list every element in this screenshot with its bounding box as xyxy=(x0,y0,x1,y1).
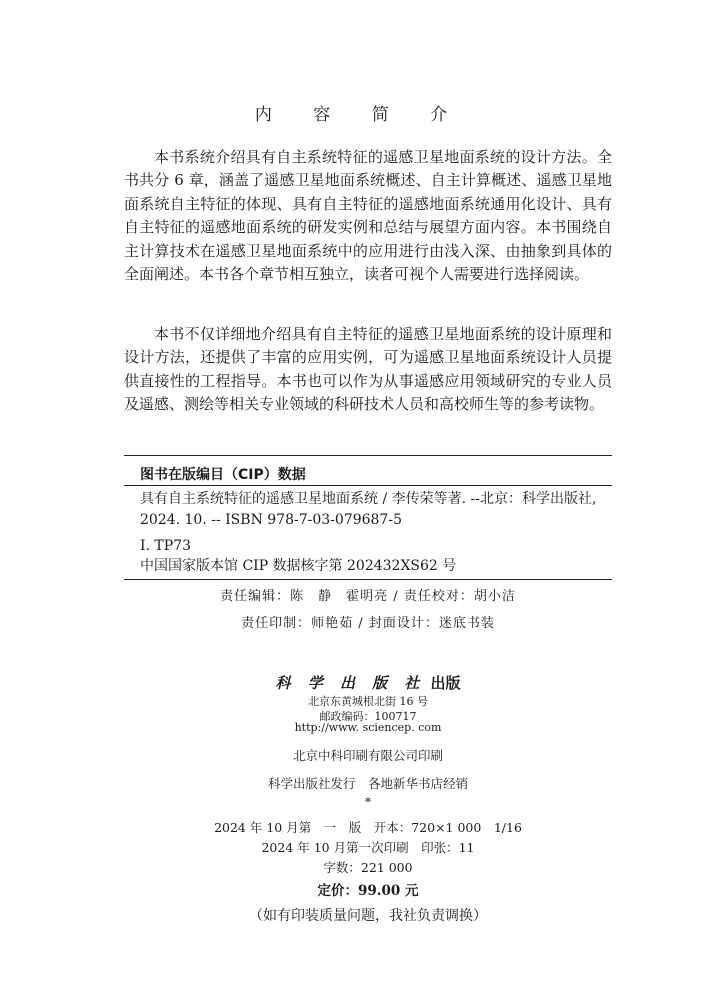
publisher-address: 北京东黄城根北街 16 号 xyxy=(308,695,428,708)
cip-heading: 图书在版编目（CIP）数据 xyxy=(140,467,306,483)
cip-heading-rule xyxy=(124,485,612,486)
cip-classification: Ⅰ. TP73 xyxy=(140,538,192,554)
editor-credits: 责任编辑：陈 静 霍明亮 / 责任校对：胡小洁 xyxy=(220,589,516,604)
publisher-logo: 科 学 出 版 社 xyxy=(275,674,426,692)
price: 定价：99.00 元 xyxy=(317,883,419,899)
intro-paragraph-1: 本书系统介绍具有自主系统特征的遥感卫星地面系统的设计方法。全书共分 6 章，涵盖了遥感卫星地面系统概述、自主计算概述、遥感卫星地面系统自主特征的体现、具有自主特征的遥感地面系统通用化设计、具有自主特征的遥感地面系统的研发实例和总结与展望方面内容。本书围绕自主计算技术在遥感卫星地面系统中的应用进行由浅入深、由抽象到具体的全面阐述。本书各个章节相互独立，读者可视个人需要进行选择阅读。 xyxy=(124,148,612,284)
quality-notice: （如有印装质量问题，我社负责调换） xyxy=(249,908,487,924)
distribution-line: 科学出版社发行 各地新华书店经销 xyxy=(267,776,468,791)
publisher-line xyxy=(124,672,612,693)
print-credits: 责任印制：师艳茹 / 封面设计：迷底书装 xyxy=(241,616,495,631)
page-title: 内 容 简 介 xyxy=(254,105,466,125)
cip-record: 中国国家版本馆 CIP 数据核字第 202432XS62 号 xyxy=(140,558,457,574)
intro-paragraph-2: 本书不仅详细地介绍具有自主特征的遥感卫星地面系统的设计原理和设计方法，还提供了丰富的应用实例，可为遥感卫星地面系统设计人员提供直接性的工程指导。本书也可以作为从事遥感应用领域研究的专业人员及遥感、测绘等相关专业领域的科研技术人员和高校师生等的参考读物。 xyxy=(124,325,612,414)
publisher-postcode: 邮政编码：100717 xyxy=(319,710,417,723)
publisher-url: http://www. sciencep. com xyxy=(294,721,442,734)
cip-top-rule xyxy=(124,455,612,456)
cip-entry: 具有自主系统特征的遥感卫星地面系统 / 李传荣等著. --北京：科学出版社, 2024. 10. -- ISBN 978-7-03-079687-5 xyxy=(140,491,597,528)
edition-line-2: 2024 年 10 月第一次印刷 印张：11 xyxy=(261,840,475,855)
edition-line-1: 2024 年 10 月第 一 版 开本：720×1 000 1/16 xyxy=(214,820,522,835)
publisher-suffix: 出版 xyxy=(430,674,461,692)
cip-bottom-rule xyxy=(124,579,612,580)
word-count: 字数：221 000 xyxy=(323,860,413,875)
printer-line: 北京中科印刷有限公司印刷 xyxy=(292,748,443,763)
separator-star: * xyxy=(364,794,372,809)
